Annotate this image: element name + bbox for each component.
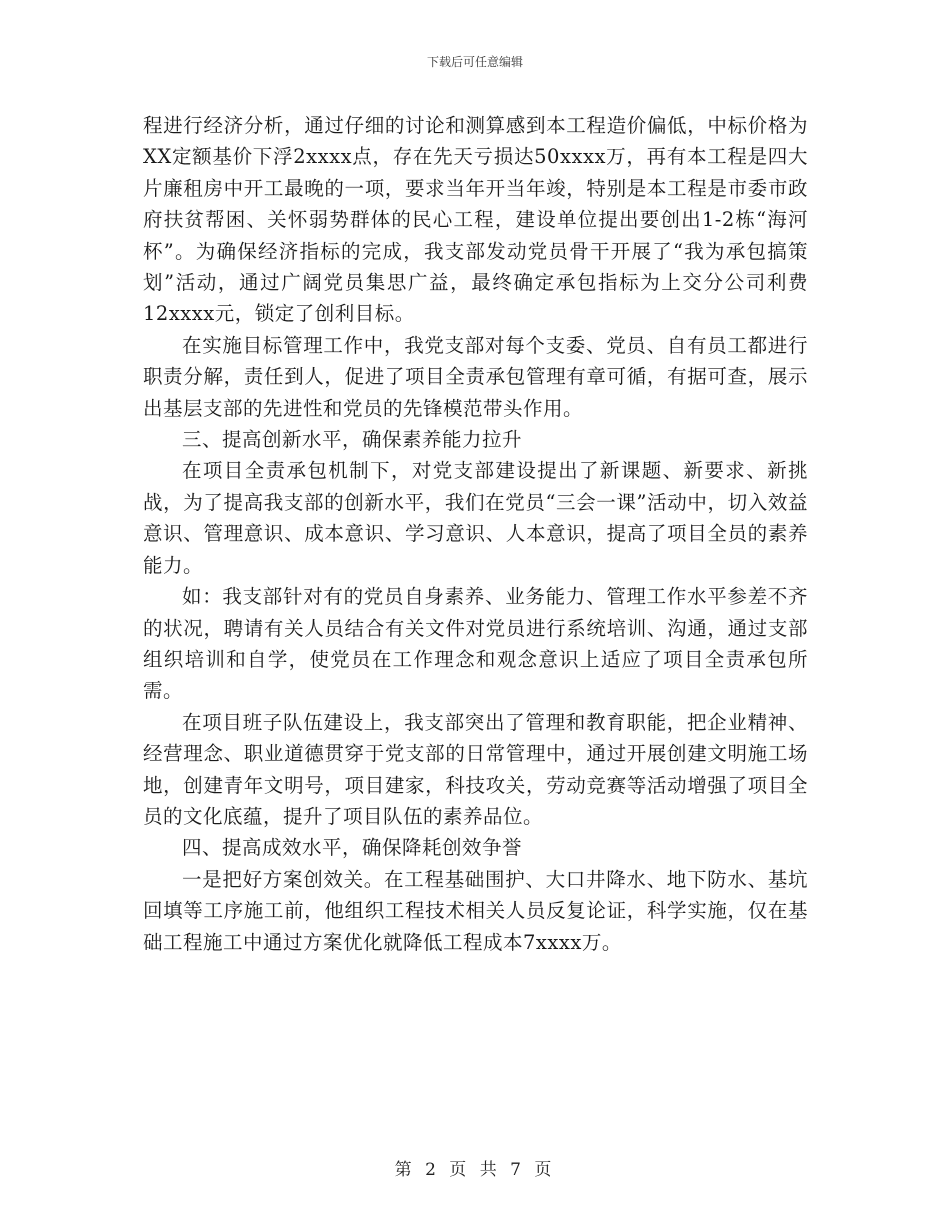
paragraph-innovation: 在项目全责承包机制下，对党支部建设提出了新课题、新要求、新挑战，为了提高我支部的创新水平，我们在党员“三会一课”活动中，切入效益意识、管理意识、成本意识、学习意识、人本意识，提高了项目全员的素养能力。	[143, 459, 808, 577]
paragraph-team-building: 在项目班子队伍建设上，我支部突出了管理和教育职能，把企业精神、经营理念、职业道德贯穿于党支部的日常管理中，通过开展创建文明施工场地，创建青年文明号，项目建家，科技攻关，劳动竞赛等活动增强了项目全员的文化底蕴，提升了项目队伍的素养品位。	[143, 710, 808, 828]
paragraph-target-management: 在实施目标管理工作中，我党支部对每个支委、党员、自有员工都进行职责分解，责任到人，促进了项目全责承包管理有章可循，有据可查，展示出基层支部的先进性和党员的先锋模范带头作用。	[143, 333, 808, 420]
page-header: 下载后可任意编辑	[426, 55, 523, 69]
page-number: 第 2 页 共 7 页	[394, 1160, 556, 1180]
paragraph-plan-efficiency: 一是把好方案创效关。在工程基础围护、大口井降水、地下防水、基坑回填等工序施工前，他组织工程技术相关人员反复论证，科学实施，仅在基础工程施工中通过方案优化就降低工程成本7xxxx万。	[143, 867, 808, 954]
section-heading-innovation: 三、提高创新水平，确保素养能力拉升	[182, 428, 523, 452]
paragraph-continuation: 程进行经济分析，通过仔细的讨论和测算感到本工程造价偏低，中标价格为XX定额基价下浮2xxxx点，存在先天亏损达50xxxx万，再有本工程是四大片廉租房中开工最晚的一项，要求当年开当年竣，特别是本工程是市委市政府扶贫帮困、关怀弱势群体的民心工程，建设单位提出要创出1-2栋“海河杯”。为确保经济指标的完成，我支部发动党员骨干开展了“我为承包搞策划”活动，通过广阔党员集思广益，最终确定承包指标为上交分公司利费12xxxx元，锁定了创利目标。	[143, 114, 808, 326]
document-body	[143, 110, 808, 958]
section-heading-efficiency: 四、提高成效水平，确保降耗创效争誉	[182, 836, 523, 860]
paragraph-training: 如：我支部针对有的党员自身素养、业务能力、管理工作水平参差不齐的状况，聘请有关人员结合有关文件对党员进行系统培训、沟通，通过支部组织培训和自学，使党员在工作理念和观念意识上适应了项目全责承包所需。	[143, 585, 808, 703]
